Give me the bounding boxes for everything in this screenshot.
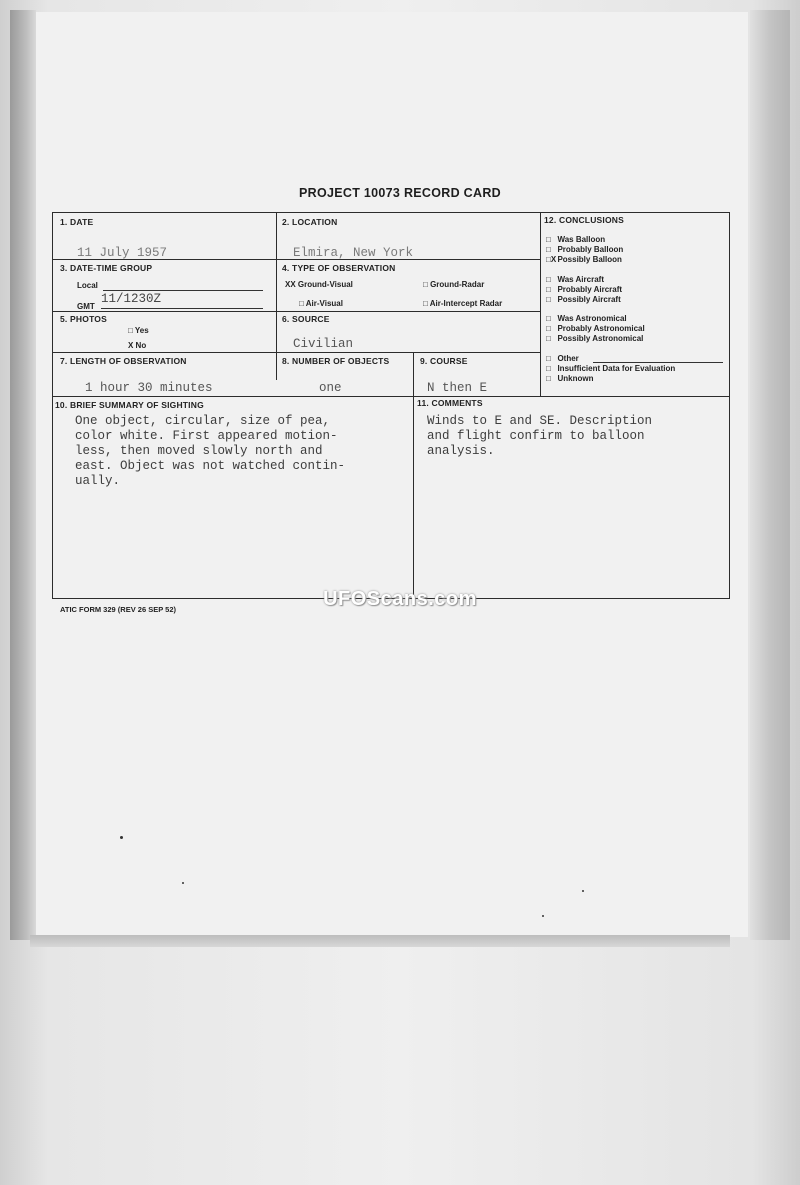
location-value: Elmira, New York <box>293 246 414 260</box>
location-label: 2. LOCATION <box>282 217 338 227</box>
photos-yes: □ Yes <box>128 326 149 335</box>
right-edge-shadow <box>750 10 790 940</box>
conclusion-other <box>546 354 579 363</box>
comments-label: 11. COMMENTS <box>417 398 483 408</box>
dust-speck <box>120 836 123 839</box>
conclusion-insufficient-data <box>546 364 675 373</box>
summary-line: less, then moved slowly north and <box>75 444 323 458</box>
source-label: 6. SOURCE <box>282 314 330 324</box>
divider-h-3 <box>53 352 540 353</box>
comments-text <box>427 414 652 459</box>
length-value: 1 hour 30 minutes <box>85 381 213 395</box>
conclusion-text: Unknown <box>557 374 594 383</box>
conclusion-possibly-balloon <box>546 255 622 264</box>
conclusion-text: Was Aircraft <box>557 275 604 284</box>
dtg-gmt-label: GMT <box>77 302 95 311</box>
conclusion-text: Other <box>557 354 579 363</box>
obs-air-visual-mark: □ <box>299 299 304 308</box>
checkbox-icon: □ <box>546 354 551 363</box>
conclusion-text: Probably Aircraft <box>557 285 623 294</box>
conclusion-text: Possibly Balloon <box>557 255 622 264</box>
checkbox-icon: □ <box>546 235 551 244</box>
summary-line: ually. <box>75 474 121 488</box>
num-objects-label: 8. NUMBER OF OBJECTS <box>282 356 390 366</box>
date-label: 1. DATE <box>60 217 94 227</box>
conclusion-text: Possibly Aircraft <box>557 295 621 304</box>
dtg-label: 3. DATE-TIME GROUP <box>60 263 153 273</box>
summary-text <box>75 414 345 489</box>
conclusion-possibly-aircraft <box>546 295 621 304</box>
dust-speck <box>182 882 184 884</box>
photos-label: 5. PHOTOS <box>60 314 107 324</box>
dust-speck <box>542 915 544 917</box>
checkbox-icon: □ <box>546 295 551 304</box>
card-title: PROJECT 10073 RECORD CARD <box>299 186 501 200</box>
conclusion-text: Insufficient Data for Evaluation <box>557 364 676 373</box>
conclusion-probably-balloon <box>546 245 623 254</box>
source-value: Civilian <box>293 337 354 351</box>
conclusion-text: Was Balloon <box>557 235 606 244</box>
obs-ground-radar-mark: □ <box>423 280 428 289</box>
watermark: UFOScans.com <box>323 588 477 610</box>
obs-ground-radar <box>423 280 484 289</box>
record-card <box>52 212 730 599</box>
divider-h-2 <box>53 311 540 312</box>
checkbox-icon: □ <box>546 314 551 323</box>
obs-air-intercept-radar <box>423 299 502 308</box>
dtg-local-label: Local <box>77 281 98 290</box>
obs-ground-visual <box>285 280 353 289</box>
comments-line: and flight confirm to balloon <box>427 429 645 443</box>
checkbox-icon: □ <box>546 245 551 254</box>
conclusion-probably-aircraft <box>546 285 622 294</box>
course-value: N then E <box>427 381 488 395</box>
conclusion-text: Possibly Astronomical <box>557 334 644 343</box>
obs-air-visual <box>299 299 343 308</box>
conclusion-was-balloon <box>546 235 605 244</box>
conclusion-was-astronomical <box>546 314 627 323</box>
obs-air-intercept-radar-text: Air-Intercept Radar <box>429 299 503 308</box>
checkbox-icon: □ <box>546 324 551 333</box>
checkbox-icon: □X <box>546 255 557 264</box>
comments-line: analysis. <box>427 444 495 458</box>
conclusion-text: Probably Balloon <box>557 245 624 254</box>
checkbox-icon: □ <box>546 364 551 373</box>
conclusion-was-aircraft <box>546 275 604 284</box>
dtg-gmt-value: 11/1230Z <box>101 292 162 306</box>
divider-h-4 <box>53 396 730 397</box>
conclusions-label: 12. CONCLUSIONS <box>544 215 624 225</box>
obs-air-visual-text: Air-Visual <box>305 299 343 308</box>
checkbox-icon: □ <box>546 285 551 294</box>
divider-v-left-upper <box>276 213 277 380</box>
length-label: 7. LENGTH OF OBSERVATION <box>60 356 187 366</box>
conclusion-possibly-astronomical <box>546 334 643 343</box>
conclusion-text: Was Astronomical <box>557 314 627 323</box>
conclusion-probably-astronomical <box>546 324 645 333</box>
photos-no: X No <box>128 341 147 350</box>
obs-ground-visual-text: Ground-Visual <box>297 280 353 289</box>
divider-v-conclusions <box>540 213 541 396</box>
summary-line: color white. First appeared motion- <box>75 429 338 443</box>
obs-air-intercept-radar-mark: □ <box>423 299 428 308</box>
num-objects-value: one <box>319 381 342 395</box>
checkbox-icon: □ <box>546 374 551 383</box>
divider-v-mid <box>413 352 414 599</box>
left-edge-shadow <box>10 10 36 940</box>
checkbox-icon: □ <box>546 334 551 343</box>
bottom-edge-shadow <box>30 935 730 947</box>
observation-type-label: 4. TYPE OF OBSERVATION <box>282 263 396 273</box>
obs-ground-visual-mark: XX <box>285 280 296 289</box>
conclusion-unknown <box>546 374 593 383</box>
comments-line: Winds to E and SE. Description <box>427 414 653 428</box>
conclusion-text: Probably Astronomical <box>557 324 645 333</box>
summary-line: One object, circular, size of pea, <box>75 414 331 428</box>
summary-label: 10. BRIEF SUMMARY OF SIGHTING <box>55 400 204 410</box>
dtg-gmt-line <box>101 308 263 309</box>
date-value: 11 July 1957 <box>77 246 168 260</box>
conclusion-other-line <box>593 362 723 363</box>
dtg-local-line <box>103 290 263 291</box>
obs-ground-radar-text: Ground-Radar <box>430 280 485 289</box>
summary-line: east. Object was not watched contin- <box>75 459 346 473</box>
form-number: ATIC FORM 329 (REV 26 SEP 52) <box>60 605 177 614</box>
checkbox-icon: □ <box>546 275 551 284</box>
dust-speck <box>582 890 584 892</box>
course-label: 9. COURSE <box>420 356 468 366</box>
